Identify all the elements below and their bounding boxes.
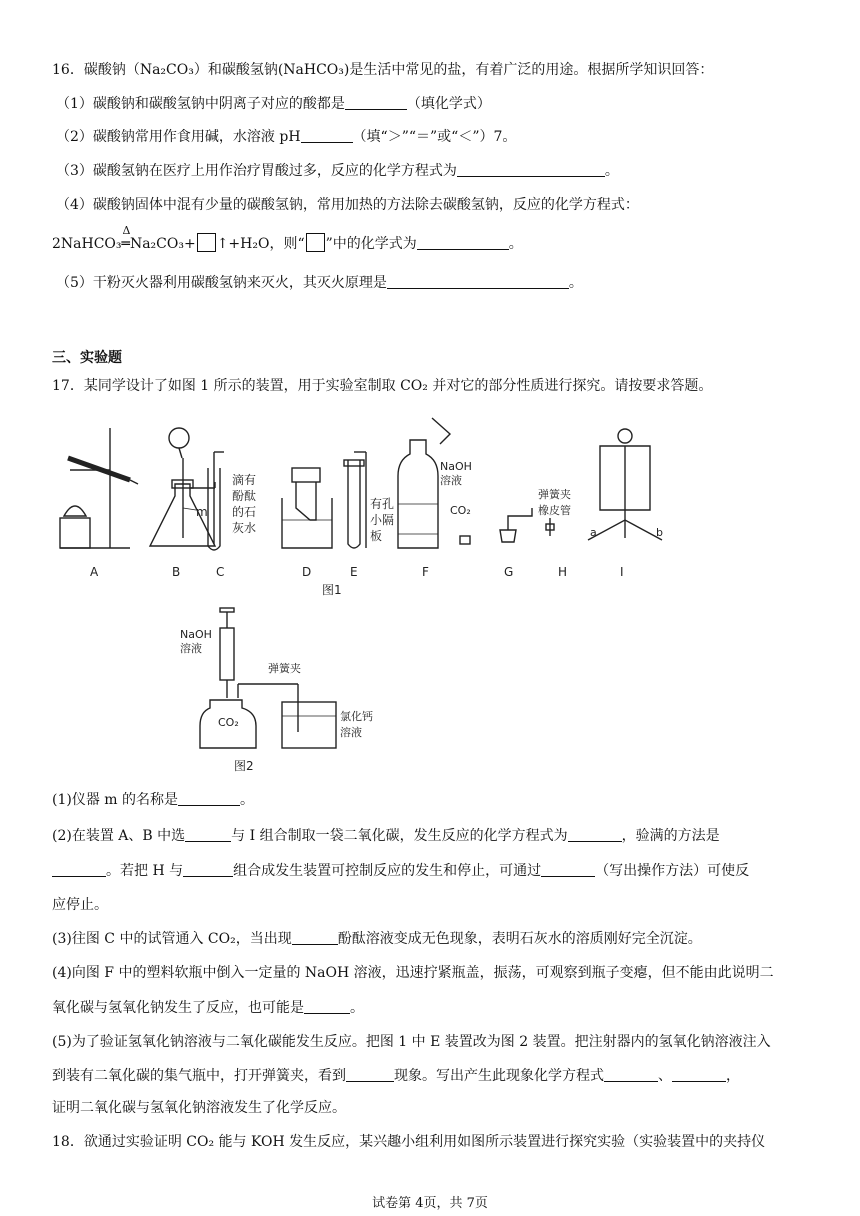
page-footer: 试卷第 4页，共 7页 [372, 1196, 488, 1211]
c-label-3: 的石 [232, 505, 257, 519]
fig2-clamp: 弹簧夹 [268, 662, 301, 675]
answer-blank[interactable] [346, 1067, 394, 1082]
answer-blank[interactable] [52, 862, 106, 877]
fig2-caption: 图2 [234, 759, 254, 773]
answer-blank[interactable] [604, 1067, 658, 1082]
label-m: m [196, 505, 208, 519]
q16-part1: （1）碳酸钠和碳酸氢钠中阴离子对应的酸都是 （填化学式） [56, 96, 491, 112]
fig2-naoh-2: 溶液 [180, 642, 202, 655]
e-label-1: 有孔 [370, 497, 395, 511]
fig1-letter-g: G [504, 565, 514, 579]
q16-equation: 2NaHCO₃ Δ ═Na₂CO₃+ ↑+H₂O，则“ ”中的化学式为 。 [52, 224, 523, 252]
fig2-cacl2-2: 溶液 [340, 726, 362, 739]
answer-blank[interactable] [185, 827, 231, 842]
answer-blank[interactable] [304, 999, 350, 1014]
c-label-4: 灰水 [232, 521, 257, 535]
e-label-2: 小隔 [370, 513, 395, 527]
fig2-naoh-1: NaOH [180, 628, 212, 641]
fig1-letter-d: D [302, 565, 312, 579]
answer-blank[interactable] [672, 1067, 726, 1082]
i-label-a: a [590, 526, 597, 539]
figure-2 [170, 602, 430, 782]
section-title: 三、实验题 [52, 350, 122, 366]
answer-blank[interactable] [292, 930, 338, 945]
fig1-caption: 图1 [322, 583, 342, 597]
answer-blank[interactable] [178, 791, 240, 806]
q16-part2: （2）碳酸钠常用作食用碱，水溶液 pH （填“＞”“＝”或“＜”）7。 [56, 129, 517, 145]
c-label-1: 滴有 [232, 473, 257, 487]
answer-blank[interactable] [345, 95, 407, 110]
fig1-letter-c: C [216, 565, 225, 579]
h-label-1: 弹簧夹 [538, 488, 571, 501]
q17-a5-line2: 到装有二氧化碳的集气瓶中，打开弹簧夹，看到 现象。写出产生此现象化学方程式 、 ， [52, 1068, 740, 1084]
formula-box [306, 233, 325, 252]
q17-a4-line2: 氧化碳与氢氧化钠发生了反应，也可能是 。 [52, 1000, 364, 1016]
answer-blank[interactable] [183, 862, 233, 877]
fig1-letter-i: I [620, 565, 624, 579]
q17-a5-line3: 证明二氧化碳与氢氧化钠溶液发生了化学反应。 [52, 1100, 346, 1116]
q18-text: 18．欲通过实验证明 CO₂ 能与 KOH 发生反应，某兴趣小组利用如图所示装置进行探究实验（实验装置中的夹持仪 [52, 1134, 766, 1150]
q17-a4-line1: (4)向图 F 中的塑料软瓶中倒入一定量的 NaOH 溶液，迅速拧紧瓶盖，振荡，可观察到瓶子变瘪，但不能由此说明二 [52, 965, 774, 981]
q16-part4: （4）碳酸钠固体中混有少量的碳酸氢钠，常用加热的方法除去碳酸氢钠，反应的化学方程式： [56, 197, 639, 213]
fig1-letter-f: F [422, 565, 429, 579]
f-naoh-1: NaOH [440, 460, 472, 473]
q17-a2-line3: 应停止。 [52, 897, 108, 913]
q16-intro: 16．碳酸钠（Na₂CO₃）和碳酸氢钠(NaHCO₃)是生活中常见的盐，有着广泛的用途。根据所学知识回答： [52, 62, 714, 78]
q16-part5: （5）干粉灭火器利用碳酸氢钠来灭火，其灭火原理是 。 [56, 275, 583, 291]
fig2-cacl2-1: 氯化钙 [340, 710, 373, 723]
q17-a5-line1: (5)为了验证氢氧化钠溶液与二氧化碳能发生反应。把图 1 中 E 装置改为图 2 装置。把注射器内的氢氧化钠溶液注入 [52, 1034, 771, 1050]
h-label-2: 橡皮管 [538, 504, 571, 517]
e-label-3: 板 [370, 529, 383, 543]
f-co2: CO₂ [450, 504, 471, 517]
f-naoh-2: 溶液 [440, 474, 462, 487]
answer-blank[interactable] [541, 862, 595, 877]
q17-intro: 17．某同学设计了如图 1 所示的装置，用于实验室制取 CO₂ 并对它的部分性质进行探究。请按要求答题。 [52, 378, 713, 394]
fig2-co2: CO₂ [218, 716, 239, 729]
formula-box[interactable] [197, 233, 216, 252]
q17-a1: (1)仪器 m 的名称是 。 [52, 792, 255, 808]
q17-a2-line1: (2)在装置 A、B 中选 与 I 组合制取一袋二氧化碳，发生反应的化学方程式为 ，验满的方法是 [52, 828, 720, 844]
fig1-letter-a: A [90, 565, 99, 579]
answer-blank[interactable] [568, 827, 622, 842]
q17-a3: (3)往图 C 中的试管通入 CO₂，当出现 酚酞溶液变成无色现象，表明石灰水的溶质刚好完全沉淀。 [52, 931, 702, 947]
fig1-letter-b: B [172, 565, 181, 579]
c-label-2: 酚酞 [232, 489, 257, 503]
i-label-b: b [656, 526, 663, 539]
fig1-letter-e: E [350, 565, 358, 579]
q17-a2-line2: 。若把 H 与 组合成发生装置可控制反应的发生和停止，可通过 （写出操作方法）可使反 [52, 861, 749, 881]
fig1-letter-h: H [558, 565, 568, 579]
answer-blank[interactable] [457, 162, 605, 177]
answer-blank[interactable] [417, 235, 509, 250]
figure-1 [40, 408, 740, 598]
answer-blank[interactable] [301, 128, 353, 143]
answer-blank[interactable] [387, 274, 569, 289]
q16-part3: （3）碳酸氢钠在医疗上用作治疗胃酸过多，反应的化学方程式为 。 [56, 163, 619, 179]
